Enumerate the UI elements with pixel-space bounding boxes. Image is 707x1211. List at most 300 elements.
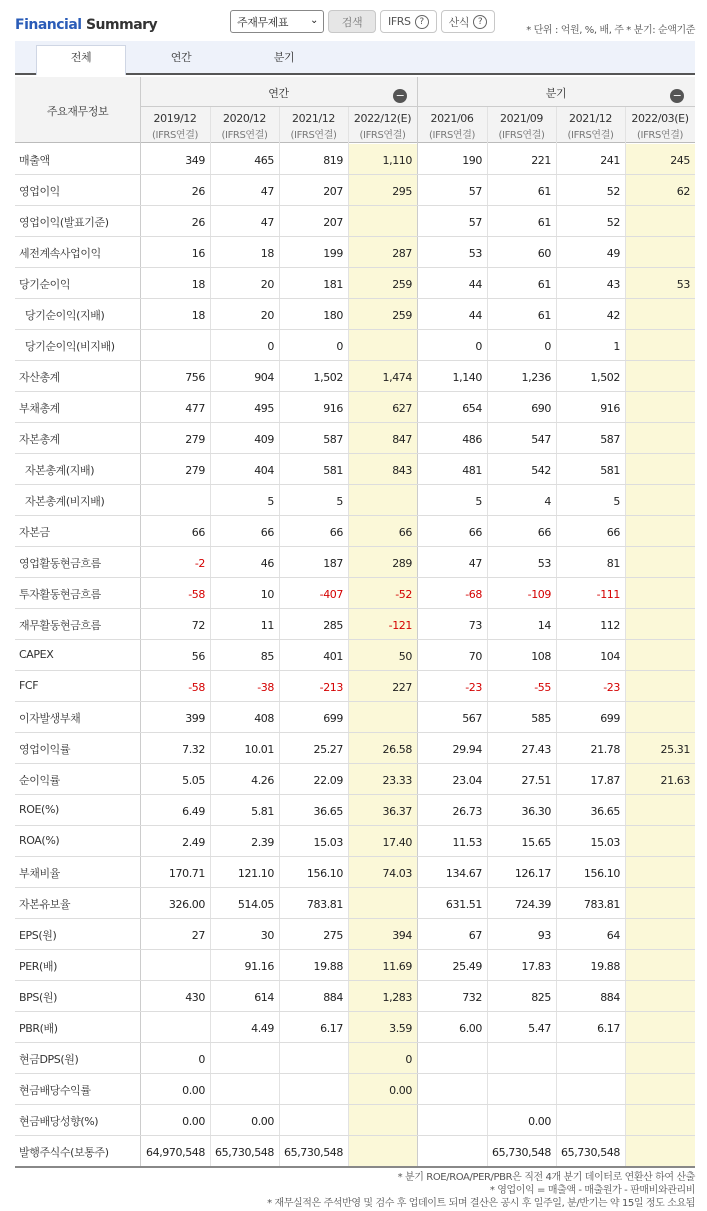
table-cell: 0 xyxy=(405,1053,412,1066)
table-cell: 1,110 xyxy=(382,154,412,167)
table-cell: 259 xyxy=(392,309,412,322)
table-row xyxy=(15,454,695,485)
table-cell: 614 xyxy=(254,991,274,1004)
table-cell xyxy=(625,702,695,732)
table-cell: 66 xyxy=(191,526,205,539)
table-row xyxy=(15,640,695,671)
table-cell: 0 xyxy=(475,340,482,353)
table-cell xyxy=(625,795,695,825)
table-cell: 22.09 xyxy=(313,774,343,787)
table-cell: 53 xyxy=(468,247,482,260)
row-label: 투자활동현금흐름 xyxy=(19,588,101,601)
table-cell: 26 xyxy=(191,216,205,229)
table-cell: 7.32 xyxy=(182,743,205,756)
table-cell: 5.05 xyxy=(182,774,205,787)
table-cell: 19.88 xyxy=(590,960,620,973)
table-cell: 74.03 xyxy=(382,867,412,880)
table-cell: 52 xyxy=(606,185,620,198)
table-cell: 52 xyxy=(606,216,620,229)
table-cell: 56 xyxy=(191,650,205,663)
table-cell: 585 xyxy=(531,712,551,725)
row-label: 재무활동현금흐름 xyxy=(19,619,101,632)
column-period: 2022/03(E) xyxy=(631,112,689,125)
table-cell xyxy=(279,1043,348,1073)
table-cell: 587 xyxy=(600,433,620,446)
row-label: FCF xyxy=(19,679,39,692)
table-cell: 394 xyxy=(392,929,412,942)
table-cell: 1,502 xyxy=(313,371,343,384)
table-cell: 17.83 xyxy=(521,960,551,973)
table-cell: 57 xyxy=(468,185,482,198)
table-cell: 430 xyxy=(185,991,205,1004)
question-icon: ? xyxy=(415,15,429,29)
table-cell: 5.47 xyxy=(528,1022,551,1035)
table-cell: 42 xyxy=(606,309,620,322)
annual-group-header: 연간 xyxy=(268,87,289,100)
table-cell: 73 xyxy=(468,619,482,632)
table-cell: 47 xyxy=(260,185,274,198)
tab-quarter[interactable]: 분기 xyxy=(273,51,295,64)
footnote: * 분기 ROE/ROA/PER/PBR은 직전 4개 분기 데이터로 연환산 하여 산출 xyxy=(397,1172,695,1183)
controls xyxy=(230,10,495,33)
table-cell: 279 xyxy=(185,464,205,477)
table-cell: 654 xyxy=(462,402,482,415)
table-cell: 477 xyxy=(185,402,205,415)
table-cell: 4 xyxy=(544,495,551,508)
table-cell xyxy=(487,1074,556,1104)
table-cell: 3.59 xyxy=(389,1022,412,1035)
table-cell: 6.17 xyxy=(320,1022,343,1035)
table-cell: 2.39 xyxy=(251,836,274,849)
table-cell: 399 xyxy=(185,712,205,725)
table-cell: 36.37 xyxy=(382,805,412,818)
table-row xyxy=(15,795,695,826)
ifrs-help-button[interactable] xyxy=(380,10,437,33)
table-cell: 36.65 xyxy=(313,805,343,818)
table-cell: -58 xyxy=(188,588,205,601)
table-cell: 44 xyxy=(468,309,482,322)
table-cell: 631.51 xyxy=(445,898,482,911)
table-cell: 699 xyxy=(323,712,343,725)
table-row xyxy=(15,671,695,702)
table-row xyxy=(15,361,695,392)
table-cell: 259 xyxy=(392,278,412,291)
formula-help-button[interactable] xyxy=(441,10,495,33)
unit-note: * 단위 : 억원, %, 배, 주 * 분기: 순액기준 xyxy=(526,25,695,36)
table-cell: 581 xyxy=(600,464,620,477)
table-cell: 207 xyxy=(323,216,343,229)
table-cell: 17.40 xyxy=(382,836,412,849)
table-cell: 495 xyxy=(254,402,274,415)
table-cell: 0.00 xyxy=(528,1115,551,1128)
table-cell xyxy=(625,299,695,329)
table-cell xyxy=(625,640,695,670)
table-cell xyxy=(625,578,695,608)
table-cell: 1,140 xyxy=(452,371,482,384)
table-cell: 85 xyxy=(260,650,274,663)
table-cell: 2.49 xyxy=(182,836,205,849)
table-cell: 199 xyxy=(323,247,343,260)
table-cell: 66 xyxy=(537,526,551,539)
table-cell: 5 xyxy=(613,495,620,508)
table-cell: 0 xyxy=(336,340,343,353)
row-label: 자본금 xyxy=(19,526,50,539)
table-cell: 27.51 xyxy=(521,774,551,787)
table-cell xyxy=(625,361,695,391)
table-cell: 60 xyxy=(537,247,551,260)
table-cell: 275 xyxy=(323,929,343,942)
table-row xyxy=(15,206,695,237)
row-label: 당기순이익 xyxy=(19,278,71,291)
table-row xyxy=(15,144,695,175)
table-cell: 5 xyxy=(475,495,482,508)
table-cell: 18 xyxy=(260,247,274,260)
table-cell: 627 xyxy=(392,402,412,415)
table-cell: 64,970,548 xyxy=(146,1146,205,1159)
table-cell: 61 xyxy=(537,278,551,291)
table-cell: 121.10 xyxy=(237,867,274,880)
table-cell: 783.81 xyxy=(583,898,620,911)
table-row xyxy=(15,578,695,609)
collapse-quarter-icon[interactable]: − xyxy=(670,89,684,103)
table-cell: 227 xyxy=(392,681,412,694)
table-cell: 25.49 xyxy=(452,960,482,973)
table-cell: 404 xyxy=(254,464,274,477)
row-label: ROA(%) xyxy=(19,834,60,847)
table-cell: 61 xyxy=(537,216,551,229)
table-cell: 66 xyxy=(398,526,412,539)
table-row xyxy=(15,423,695,454)
table-cell: -52 xyxy=(395,588,412,601)
column-basis: (IFRS연결) xyxy=(429,130,475,141)
table-cell: 62 xyxy=(676,185,690,198)
table-cell xyxy=(625,950,695,980)
table-cell: 581 xyxy=(323,464,343,477)
table-cell: 66 xyxy=(260,526,274,539)
table-cell xyxy=(625,547,695,577)
row-label: BPS(원) xyxy=(19,991,57,1004)
table-cell: 134.67 xyxy=(445,867,482,880)
table-cell: 27.43 xyxy=(521,743,551,756)
table-cell: -23 xyxy=(465,681,482,694)
table-cell xyxy=(625,454,695,484)
row-label: 자산총계 xyxy=(19,371,60,384)
table-row xyxy=(15,175,695,206)
table-cell: 66 xyxy=(329,526,343,539)
table-row xyxy=(15,609,695,640)
table-cell: 65,730,548 xyxy=(492,1146,551,1159)
table-cell xyxy=(625,919,695,949)
table-cell: 50 xyxy=(398,650,412,663)
table-cell xyxy=(348,330,417,360)
table-cell xyxy=(556,1043,625,1073)
table-cell: 847 xyxy=(392,433,412,446)
table-cell xyxy=(625,485,695,515)
table-row xyxy=(15,547,695,578)
table-cell: 10 xyxy=(260,588,274,601)
table-cell: 1,474 xyxy=(382,371,412,384)
table-cell xyxy=(279,1105,348,1135)
table-cell: 6.17 xyxy=(597,1022,620,1035)
table-row xyxy=(15,1074,695,1105)
table-cell xyxy=(625,609,695,639)
table-cell: 11 xyxy=(260,619,274,632)
table-cell: 349 xyxy=(185,154,205,167)
table-cell: -68 xyxy=(465,588,482,601)
table-cell: 23.33 xyxy=(382,774,412,787)
brand-word2: Summary xyxy=(85,17,158,33)
table-cell xyxy=(417,1136,487,1166)
table-cell: 6.00 xyxy=(459,1022,482,1035)
table-cell: 81 xyxy=(606,557,620,570)
column-basis: (IFRS연결) xyxy=(498,130,545,141)
table-cell: 843 xyxy=(392,464,412,477)
table-header xyxy=(15,77,695,143)
table-row xyxy=(15,268,695,299)
table-cell: 14 xyxy=(537,619,551,632)
table-cell: -38 xyxy=(257,681,274,694)
table-cell: 65,730,548 xyxy=(215,1146,274,1159)
column-basis: (IFRS연결) xyxy=(359,130,406,141)
table-cell: 1,236 xyxy=(521,371,551,384)
table-cell: 104 xyxy=(600,650,620,663)
footnote: * 영업이익 = 매출액 - 매출원가 - 판매비와관리비 xyxy=(489,1185,695,1196)
table-cell: -23 xyxy=(603,681,620,694)
column-period: 2021/06 xyxy=(430,112,474,125)
table-cell: 409 xyxy=(254,433,274,446)
table-cell: 587 xyxy=(323,433,343,446)
table-cell: 156.10 xyxy=(306,867,343,880)
table-row xyxy=(15,733,695,764)
table-cell: 289 xyxy=(392,557,412,570)
table-cell: 884 xyxy=(323,991,343,1004)
statement-select-value: 주재무제표 xyxy=(237,15,289,29)
table-cell: 53 xyxy=(537,557,551,570)
row-label: 자본총계(지배) xyxy=(25,464,95,477)
column-period: 2019/12 xyxy=(153,112,197,125)
row-label: 영업활동현금흐름 xyxy=(19,557,101,570)
table-cell: 0.00 xyxy=(251,1115,274,1128)
table-cell: 47 xyxy=(468,557,482,570)
table-cell: 112 xyxy=(600,619,620,632)
table-cell xyxy=(348,485,417,515)
table-cell: 11.69 xyxy=(382,960,412,973)
ifrs-label: IFRS xyxy=(388,15,411,28)
table-cell: 26.58 xyxy=(382,743,412,756)
table-cell: -213 xyxy=(319,681,343,694)
column-period: 2021/12 xyxy=(569,112,612,125)
table-cell: 1,283 xyxy=(382,991,412,1004)
table-cell: 916 xyxy=(323,402,343,415)
table-cell: 93 xyxy=(537,929,551,942)
table-cell: 0.00 xyxy=(182,1084,205,1097)
column-basis: (IFRS연결) xyxy=(567,130,614,141)
row-label: PER(배) xyxy=(19,960,58,973)
table-cell: 70 xyxy=(468,650,482,663)
table-row xyxy=(15,826,695,857)
table-cell: 241 xyxy=(600,154,620,167)
table-cell: 0.00 xyxy=(389,1084,412,1097)
table-cell: 20 xyxy=(260,278,274,291)
table-cell: -55 xyxy=(534,681,551,694)
table-cell: 547 xyxy=(531,433,551,446)
table-cell: 732 xyxy=(462,991,482,1004)
table-row xyxy=(15,1012,695,1043)
table-cell: 6.49 xyxy=(182,805,205,818)
table-cell: 67 xyxy=(468,929,482,942)
brand-title xyxy=(15,17,157,33)
row-label: 현금배당수익률 xyxy=(19,1084,91,1097)
table-cell: 44 xyxy=(468,278,482,291)
brand-word1: Financial xyxy=(15,17,82,33)
table-cell: 17.87 xyxy=(590,774,620,787)
table-cell: 783.81 xyxy=(306,898,343,911)
table-cell xyxy=(348,888,417,918)
row-title-header: 주요재무정보 xyxy=(46,105,109,118)
statement-select[interactable] xyxy=(230,10,324,33)
table-cell: -2 xyxy=(194,557,205,570)
table-cell: 18 xyxy=(191,309,205,322)
table-cell: 15.03 xyxy=(313,836,343,849)
table-cell: -121 xyxy=(388,619,412,632)
table-cell xyxy=(140,950,210,980)
row-label: 이자발생부채 xyxy=(19,712,81,725)
table-cell: 47 xyxy=(260,216,274,229)
table-cell xyxy=(625,392,695,422)
tab-all[interactable]: 전체 xyxy=(36,45,126,75)
table-cell: 21.78 xyxy=(590,743,620,756)
table-row xyxy=(15,919,695,950)
question-icon: ? xyxy=(473,15,487,29)
table-cell xyxy=(625,516,695,546)
quarter-group-header: 분기 xyxy=(545,87,567,100)
table-cell: 884 xyxy=(600,991,620,1004)
row-label: 현금DPS(원) xyxy=(19,1053,79,1066)
table-cell: 542 xyxy=(531,464,551,477)
table-cell xyxy=(417,1074,487,1104)
table-cell: 65,730,548 xyxy=(284,1146,343,1159)
table-row xyxy=(15,888,695,919)
table-cell: 25.27 xyxy=(313,743,343,756)
table-cell: 19.88 xyxy=(313,960,343,973)
table-cell xyxy=(348,206,417,236)
table-cell: 295 xyxy=(392,185,412,198)
top-bar xyxy=(0,0,707,44)
table-cell: 11.53 xyxy=(452,836,482,849)
footnote: * 재무실적은 주석반영 및 검수 후 업데이트 되며 결산은 공시 후 일주일, 분/반기는 약 15일 정도 소요됨 xyxy=(267,1198,695,1209)
table-cell: 26 xyxy=(191,185,205,198)
table-cell xyxy=(625,1136,695,1166)
table-cell: 18 xyxy=(191,278,205,291)
table-cell: 15.03 xyxy=(590,836,620,849)
table-row xyxy=(15,1105,695,1136)
tab-annual[interactable]: 연간 xyxy=(170,51,192,64)
table-cell: 904 xyxy=(254,371,274,384)
table-cell: 46 xyxy=(260,557,274,570)
table-cell: 126.17 xyxy=(514,867,551,880)
table-cell: 29.94 xyxy=(452,743,482,756)
table-cell: -58 xyxy=(188,681,205,694)
row-label: 부채비율 xyxy=(19,867,60,880)
table-cell: 207 xyxy=(323,185,343,198)
period-tabs xyxy=(15,41,695,75)
table-cell: 567 xyxy=(462,712,482,725)
table-cell: 21.63 xyxy=(660,774,690,787)
column-period: 2021/12 xyxy=(292,112,335,125)
table-cell xyxy=(625,826,695,856)
table-cell: 0 xyxy=(544,340,551,353)
table-cell: 27 xyxy=(191,929,205,942)
table-cell: 180 xyxy=(323,309,343,322)
column-basis: (IFRS연결) xyxy=(152,130,198,141)
row-label: CAPEX xyxy=(19,648,54,661)
table-cell xyxy=(625,1105,695,1135)
row-label: 부채총계 xyxy=(19,402,60,415)
table-cell: 756 xyxy=(185,371,205,384)
table-cell xyxy=(210,1074,279,1104)
table-cell xyxy=(625,1012,695,1042)
table-row xyxy=(15,1043,695,1074)
table-cell xyxy=(625,1074,695,1104)
row-label: 자본총계 xyxy=(19,433,60,446)
column-basis: (IFRS연결) xyxy=(221,130,268,141)
table-cell: 16 xyxy=(191,247,205,260)
table-cell: 170.71 xyxy=(168,867,205,880)
table-cell xyxy=(625,888,695,918)
table-cell xyxy=(348,702,417,732)
chevron-down-icon: ⌄ xyxy=(310,15,318,26)
table-cell xyxy=(210,1043,279,1073)
table-cell: 66 xyxy=(468,526,482,539)
table-cell: 65,730,548 xyxy=(561,1146,620,1159)
table-cell: 1 xyxy=(613,340,620,353)
search-button[interactable]: 검색 xyxy=(328,10,376,33)
table-cell xyxy=(625,1043,695,1073)
table-cell xyxy=(417,1043,487,1073)
row-label: ROE(%) xyxy=(19,803,59,816)
table-cell: 916 xyxy=(600,402,620,415)
table-cell: 825 xyxy=(531,991,551,1004)
table-cell: 5 xyxy=(267,495,274,508)
table-cell xyxy=(625,671,695,701)
table-cell: 0 xyxy=(198,1053,205,1066)
table-cell: 5.81 xyxy=(251,805,274,818)
table-cell: 4.26 xyxy=(251,774,274,787)
column-period: 2020/12 xyxy=(223,112,266,125)
column-basis: (IFRS연결) xyxy=(637,130,683,141)
table-cell: 326.00 xyxy=(168,898,205,911)
table-row xyxy=(15,981,695,1012)
table-cell: 245 xyxy=(670,154,690,167)
table-cell: 4.49 xyxy=(251,1022,274,1035)
row-label: 영업이익(발표기준) xyxy=(19,216,109,229)
table-cell: 279 xyxy=(185,433,205,446)
row-label: EPS(원) xyxy=(19,929,57,942)
table-cell xyxy=(556,1074,625,1104)
collapse-annual-icon[interactable]: − xyxy=(393,89,407,103)
table-cell: 36.65 xyxy=(590,805,620,818)
table-cell: 30 xyxy=(260,929,274,942)
table-row xyxy=(15,857,695,888)
row-label: 매출액 xyxy=(19,154,50,167)
table-cell xyxy=(625,237,695,267)
table-row xyxy=(15,1136,695,1167)
table-cell: 465 xyxy=(254,154,274,167)
row-label: 세전계속사업이익 xyxy=(19,247,101,260)
table-cell: 49 xyxy=(606,247,620,260)
row-label: 현금배당성향(%) xyxy=(19,1115,99,1128)
table-cell xyxy=(625,206,695,236)
